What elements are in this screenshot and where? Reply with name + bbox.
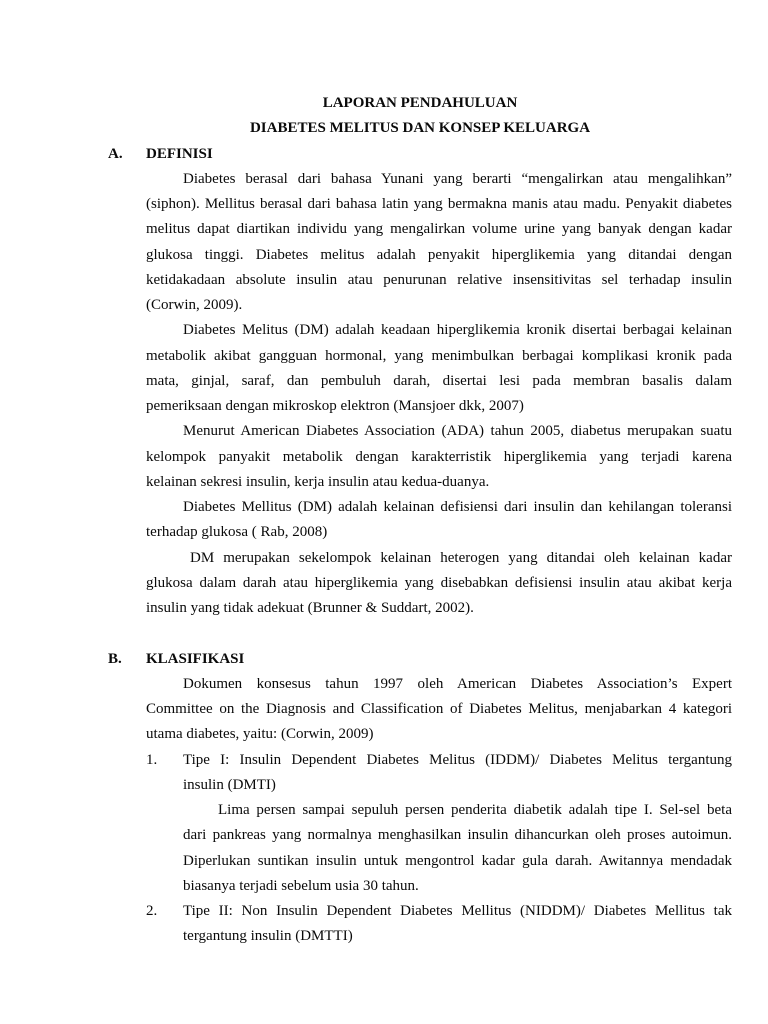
paragraph-line: glukosa dalam darah atau hiperglikemia yang disebabkan defisiensi insulin atau akibat kerja bbox=[146, 574, 732, 591]
blank-line bbox=[108, 621, 732, 646]
section-a-heading bbox=[108, 142, 732, 167]
list-item-text: Tipe I: Insulin Dependent Diabetes Melitus (IDDM)/ Diabetes Melitus tergantung bbox=[183, 751, 732, 768]
paragraph-line: glukosa tinggi. Diabetes melitus adalah penyakit hiperglikemia yang ditandai dengan bbox=[146, 246, 732, 263]
paragraph-line: kelainan sekresi insulin, kerja insulin atau kedua-duanya. bbox=[146, 473, 490, 490]
section-a-marker: A. bbox=[108, 145, 123, 162]
list-item-number: 2. bbox=[146, 903, 158, 919]
list-item-1 bbox=[108, 748, 732, 900]
definisi-paragraph-3 bbox=[108, 419, 732, 495]
section-b-heading bbox=[108, 647, 732, 672]
document-body bbox=[108, 91, 732, 950]
list-item-heading bbox=[146, 748, 732, 773]
document-title-line-1: LAPORAN PENDAHULUAN bbox=[322, 95, 518, 111]
list-item-2 bbox=[108, 899, 732, 950]
paragraph-line: Committee on the Diagnosis and Classification of Diabetes Melitus, menjabarkan 4 kategori bbox=[146, 701, 732, 717]
paragraph-line: melitus dapat diartikan individu yang mengalirkan volume urine yang banyak dengan kadar bbox=[146, 221, 732, 238]
paragraph-line: Diabetes Mellitus (DM) adalah kelainan defisiensi dari insulin dan kehilangan toleransi bbox=[183, 499, 732, 515]
definisi-paragraph-1 bbox=[108, 167, 732, 319]
paragraph-line: ketidakadaan absolute insulin atau penurunan relative insensitivitas sel terhadap insulin bbox=[146, 271, 732, 288]
paragraph-line: Diabetes berasal dari bahasa Yunani yang berarti “mengalirkan atau mengalihkan” bbox=[183, 170, 732, 187]
list-item-text: tergantung insulin (DMTTI) bbox=[183, 928, 353, 945]
paragraph-line: (Corwin, 2009). bbox=[146, 297, 243, 313]
list-item-number: 1. bbox=[146, 751, 158, 768]
list-item-text: Tipe II: Non Insulin Dependent Diabetes Mellitus (NIDDM)/ Diabetes Mellitus tak bbox=[183, 903, 732, 919]
paragraph-line: insulin yang tidak adekuat (Brunner & Suddart, 2002). bbox=[146, 600, 474, 616]
paragraph-line: biasanya terjadi sebelum usia 30 tahun. bbox=[183, 877, 419, 894]
paragraph-line: Diabetes Melitus (DM) adalah keadaan hiperglikemia kronik disertai berbagai kelainan bbox=[183, 322, 732, 339]
paragraph-line: terhadap glukosa ( Rab, 2008) bbox=[146, 524, 328, 541]
list-item-text: insulin (DMTI) bbox=[183, 776, 276, 793]
definisi-paragraph-4 bbox=[108, 495, 732, 546]
paragraph-line: Menurut American Diabetes Association (ADA) tahun 2005, diabetus merupakan suatu bbox=[183, 423, 732, 440]
document-title-line-2: DIABETES MELITUS DAN KONSEP KELUARGA bbox=[249, 120, 591, 137]
paragraph-line: utama diabetes, yaitu: (Corwin, 2009) bbox=[146, 726, 374, 743]
paragraph-line: DM merupakan sekelompok kelainan heterogen yang ditandai oleh kelainan kadar bbox=[190, 549, 732, 566]
klasifikasi-intro bbox=[108, 672, 732, 748]
definisi-paragraph-5 bbox=[108, 546, 732, 622]
paragraph-line: kelompok panyakit metabolik dengan karakterristik hiperglikemia yang terjadi karena bbox=[146, 448, 732, 465]
section-b-marker: B. bbox=[108, 650, 122, 667]
list-item-1-description bbox=[108, 798, 732, 899]
definisi-paragraph-2 bbox=[108, 318, 732, 419]
section-b-title: KLASIFIKASI bbox=[146, 650, 245, 667]
paragraph-line: metabolik akibat gangguan hormonal, yang menimbulkan berbagai komplikasi kronik pada bbox=[146, 347, 732, 364]
paragraph-line: Lima persen sampai sepuluh persen penderita diabetik adalah tipe I. Sel-sel beta bbox=[218, 802, 732, 818]
paragraph-line: dari pankreas yang normalnya menghasilkan insulin dihancurkan oleh proses autoimun. bbox=[183, 827, 732, 844]
list-item-heading bbox=[146, 899, 732, 924]
paragraph-line: mata, ginjal, saraf, dan pembuluh darah, disertai lesi pada membran basalis dalam bbox=[146, 372, 732, 389]
paragraph-line: (siphon). Mellitus berasal dari bahasa latin yang bermakna manis atau madu. Penyakit diabetes bbox=[146, 196, 732, 212]
paragraph-line: Diperlukan suntikan insulin untuk mengontrol kadar gula darah. Awitannya mendadak bbox=[183, 852, 732, 869]
section-a-title: DEFINISI bbox=[146, 145, 213, 162]
paragraph-line: Dokumen konsesus tahun 1997 oleh American Diabetes Association’s Expert bbox=[183, 675, 732, 692]
paragraph-line: pemeriksaan dengan mikroskop elektron (Mansjoer dkk, 2007) bbox=[146, 398, 524, 414]
